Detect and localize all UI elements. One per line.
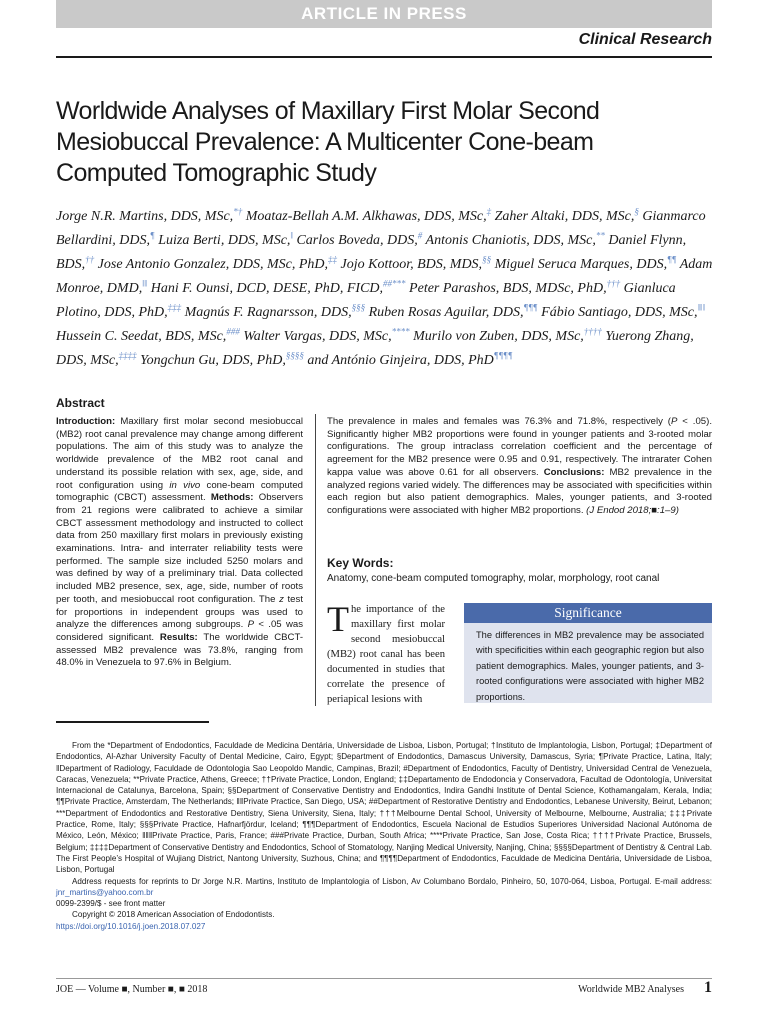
- affiliation-mark: ‡‡‡: [167, 302, 182, 313]
- author-name: Jose Antonio Gonzalez, DDS, MSc, PhD,: [97, 256, 328, 272]
- section-label: Clinical Research: [578, 31, 712, 48]
- author: [307, 350, 513, 369]
- results-text: The worldwide CBCT-assessed MB2 prevalence was 73.8%, ranging from 48.0% in Venezuela to 97.6% in Belgium.: [56, 631, 304, 669]
- abstract-column-2: [327, 416, 712, 518]
- affiliation-mark: ¶¶: [667, 254, 677, 265]
- author-name: Jorge N.R. Martins, DDS, MSc,: [56, 208, 234, 224]
- header-rule: [56, 56, 712, 58]
- affiliation-mark: ****: [391, 326, 410, 337]
- copyright-line: Copyright © 2018 American Association of Endodontists.: [72, 910, 275, 920]
- author: [97, 254, 337, 272]
- keywords-heading: Key Words:: [327, 556, 394, 570]
- author-name: Yongchun Gu, DDS, PhD,: [140, 353, 286, 369]
- affiliation-mark: ¶¶¶: [523, 302, 538, 313]
- intro-italic: in vivo: [169, 479, 201, 491]
- author-name: Hani F. Ounsi, DCD, DESE, PhD, FICD,: [150, 280, 384, 296]
- affiliation-mark: ‖‖: [142, 278, 148, 289]
- author-name: Ruben Rosas Aguilar, DDS,: [368, 304, 524, 320]
- abstract-column-1: [56, 416, 303, 670]
- author: [56, 206, 243, 224]
- author-list: [56, 202, 716, 370]
- affiliation-mark: *†: [233, 206, 243, 216]
- affiliation-mark: ††††: [583, 326, 602, 337]
- author: [245, 206, 492, 224]
- affiliation-mark: ‖‖‖: [697, 302, 706, 313]
- article-title: Worldwide Analyses of Maxillary First Molar Second Mesiobuccal Prevalence: A Multicenter Cone-beam Computed Tomographic Study: [56, 97, 600, 187]
- author: [158, 230, 293, 248]
- author-name: and António Ginjeira, DDS, PhD: [307, 353, 494, 369]
- drop-cap: T: [327, 599, 349, 639]
- author-name: Miguel Seruca Marques, DDS,: [494, 256, 668, 272]
- author-name: Adam Monroe, DMD,: [56, 256, 713, 296]
- article-in-press-banner: [56, 0, 712, 28]
- author-name: Magnús F. Ragnarsson, DDS,: [184, 304, 352, 320]
- introduction-paragraph: [327, 599, 445, 707]
- author-name: Murilo von Zuben, DDS, MSc,: [413, 328, 584, 344]
- intro-label: Introduction:: [56, 416, 116, 427]
- col2-text-b: < .05). Significantly higher MB2 proportions were found in younger patients and 3-rooted molar configurations. The group intraclass correlation coefficient and the percentage of agreement for the MB2 presence were 0.95 and 0.91, respectively. The intrarater Cohen kappa value was above 0.61 for all observers.: [327, 416, 712, 478]
- address-text: Address requests for reprints to Dr Jorge N.R. Martins, Instituto de Implantologia of Lisbon, Av Columbano Bordalo, Pinheiro, 50, 1070-064, Lisboa, Portugal. E-mail address:: [72, 876, 712, 886]
- author: [494, 254, 677, 272]
- author: [140, 350, 304, 369]
- footer-rule: [56, 978, 712, 979]
- author: [296, 230, 423, 248]
- affiliation-mark: **: [595, 230, 605, 241]
- author-name: Walter Vargas, DDS, MSc,: [243, 328, 392, 344]
- author-name: Carlos Boveda, DDS,: [296, 232, 418, 248]
- significance-text: The differences in MB2 prevalence may be associated with specificities within each geographic region but also patient demographics. Males, younger patients, and 3-rooted configurations were associated with higher MB2 proportions.: [476, 630, 704, 702]
- author-name: Yuerong Zhang, DDS, MSc,: [56, 328, 694, 369]
- affiliation-mark: ‡‡‡‡: [118, 350, 137, 361]
- methods-text: Observers from 21 regions were calibrated to achieve a similar CBCT assessment methodology and instructed to collect data from 250 maxillary first molars in previously existing examinations. Intra- and interrater reliability tests were performed. The sample size included 5250 molars and was defined by way of a preliminary trial. Data collected included MB2 presence, sex, age, side, number of roots per tooth, and mesiobuccal root configuration. The: [56, 492, 303, 605]
- author-name: Jojo Kottoor, BDS, MDS,: [340, 256, 483, 272]
- author-name: Antonis Chaniotis, DDS, MSc,: [425, 232, 596, 248]
- author-name: Peter Parashos, BDS, MDSc, PhD,: [409, 280, 607, 296]
- methods-text-2: test for proportions in independent groups was used to analyze the differences among subgroups.: [56, 593, 303, 631]
- author: [368, 302, 538, 320]
- author: [541, 302, 706, 320]
- affiliation-mark: ‡‡: [328, 254, 337, 265]
- author-name: Moataz-Bellah A.M. Alkhawas, DDS, MSc,: [245, 208, 487, 224]
- affiliation-mark: #: [417, 230, 423, 241]
- intro-text-2: cone-beam computed tomographic (CBCT) assessment.: [56, 479, 303, 504]
- author: [340, 254, 492, 272]
- significance-box: [464, 603, 712, 703]
- author-name: Gianmarco Bellardini, DDS,: [56, 208, 706, 248]
- affiliation-mark: ‖: [290, 230, 293, 241]
- address-line: [56, 876, 712, 899]
- affiliations-block: [56, 740, 712, 932]
- author: [56, 326, 240, 344]
- affiliation-mark: §§: [482, 254, 492, 265]
- author: [413, 326, 602, 344]
- affiliation-mark: §§§: [351, 302, 366, 313]
- footnote-rule: [56, 721, 209, 723]
- col2-text: The prevalence in males and females was 76.3% and 71.8%, respectively (: [327, 416, 671, 427]
- conclusions-text: MB2 prevalence in the analyzed regions varied widely. The differences may be associated with specificities within each region but also patient demographics. Males, younger patients, and 3-rooted configurations were associated with higher MB2 proportions.: [327, 466, 712, 516]
- methods-italic: z: [279, 593, 284, 605]
- col2-p: P: [670, 416, 678, 427]
- affiliations-text: From the *Department of Endodontics, Faculdade de Medicina Dentária, Universidade de Lisboa, Lisbon, Portugal; †Instituto de Implantologia, Lisbon, Portugal; ‡Department of Endodontics, Al-Azhar University Faculty of Dental Medicine, Cairo, Egypt; §Department of Endodontics, Damascus University, Damascus, Syria; ¶Private Practice, Latina, Italy; ‖Department of Radiology, Faculdade de Odontologia Sao Leopoldo Mandic, Campinas, Brazil; #Department of Endodontics, Faculty of Dentistry, Universidad Central de Venezuela, Caracas, Venezuela; **Private Practice, Athens, Greece; ††Private Practice, London, England; ‡‡Departamento de Endodoncia y Conservadora, Facultad de Odontología, Universitat Internacional de Catalunya, Barcelona, Spain; §§Department of Conservative Dentistry and Endodontics, Indira Gandhi Institute of Dental Science, Kothamangalam, Kerala, India; ¶¶Private Practice, Amsterdam, The Netherlands; ‖‖Private Practice, San Diego, USA; ##Department of Restorative Dentistry and Endodontics, Lebanese University, Beirut, Lebanon; ***Department of Endodontics and Restorative Dentistry, Siena University, Siena, Italy; †††Melbourne Dental School, University of Melbourne, Melbourne, Australia; ‡‡‡Private Practice, Rome, Italy; §§§Private Practice, Hafnarfjördur, Iceland; ¶¶¶Department of Endodontics, Escuela Nacional de Estudios Superiores Universidad Nacional Autónoma de México, León, México; ‖‖‖Private Practice, Paris, France; ###Private Practice, Durban, South Africa; ****Private Practice, San Jose, Costa Rica; ††††Private Practice, Brussels, Belgium; ‡‡‡‡Department of Conservative Dentistry and Endodontics, School of Stomatology, Nanjing Medical University, Nanjing, China; §§§§Department of Dentistry & Central Lab. The First People’s Hospital of Wujiang District, Nantong University, Suzhous, China; and ¶¶¶¶Department of Endodontics, Faculdade de Medicina Dentária, Universidade de Lisboa, Lisbon, Portugal: [56, 741, 712, 875]
- results-label: Results:: [159, 631, 198, 643]
- author: [425, 230, 605, 248]
- affiliation-mark: ##***: [383, 278, 406, 289]
- email-link[interactable]: jnr_martins@yahoo.com.br: [56, 887, 154, 897]
- significance-heading: Significance: [464, 603, 712, 623]
- banner-text: ARTICLE IN PRESS: [301, 4, 467, 23]
- methods-p: P: [247, 619, 255, 631]
- intro-text: Maxillary first molar second mesiobuccal (MB2) root canal prevalence may change among different populations. The aim of this study was to analyze the worldwide prevalence of the MB2 root canal and understand its possible relation with sex, age, side, and root configuration using: [56, 416, 303, 491]
- abstract-heading: Abstract: [56, 396, 105, 410]
- doi-link[interactable]: https://doi.org/10.1016/j.joen.2018.07.027: [56, 921, 206, 931]
- author: [409, 278, 621, 296]
- issn-line: 0099-2399/$ - see front matter: [56, 899, 166, 909]
- methods-label: Methods:: [210, 492, 254, 504]
- affiliation-mark: ###: [226, 326, 240, 337]
- affiliation-mark: §: [634, 206, 639, 216]
- affiliation-mark: †††: [606, 278, 621, 289]
- affiliation-mark: ‡: [486, 206, 492, 216]
- methods-text-3: < .05 was considered significant.: [56, 619, 303, 643]
- author-name: Zaher Altaki, DDS, MSc,: [494, 208, 635, 224]
- page-number: 1: [704, 979, 712, 996]
- conclusions-label: Conclusions:: [543, 466, 605, 478]
- footer-running-title: Worldwide MB2 Analyses: [578, 984, 684, 995]
- column-divider: [315, 414, 316, 706]
- affiliation-mark: ††: [85, 254, 95, 265]
- author: [494, 206, 639, 224]
- author-name: Fábio Santiago, DDS, MSc,: [541, 304, 698, 320]
- keywords-text: Anatomy, cone-beam computed tomography, molar, morphology, root canal: [327, 573, 660, 584]
- author-name: Hussein C. Seedat, BDS, MSc,: [56, 328, 227, 344]
- journal-citation: (J Endod 2018;■:1–9): [586, 504, 679, 516]
- introduction-text: he importance of the maxillary first molar second mesiobuccal (MB2) root canal has been documented in studies that correlate the presence of periapical lesions with: [327, 604, 445, 705]
- affiliation-mark: §§§§: [285, 350, 304, 361]
- author-name: Gianluca Plotino, DDS, PhD,: [56, 280, 676, 320]
- affiliation-mark: ¶: [149, 230, 155, 241]
- author-name: Daniel Flynn, BDS,: [56, 232, 687, 272]
- affiliation-mark: ¶¶¶¶: [493, 350, 513, 361]
- author: [243, 326, 410, 344]
- author-name: Luiza Berti, DDS, MSc,: [158, 232, 291, 248]
- footer-journal-info: JOE — Volume ■, Number ■, ■ 2018: [56, 984, 208, 995]
- author: [150, 278, 406, 296]
- author: [184, 302, 366, 320]
